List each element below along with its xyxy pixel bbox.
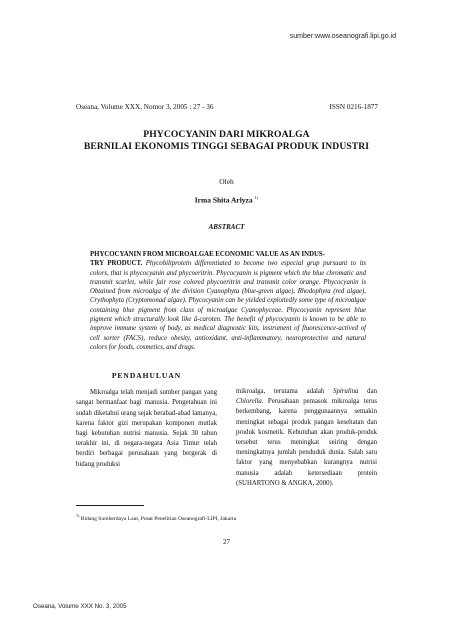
abstract-text: Phycobiliprotein differentiated to become two especial grup pursuant to its colors, that is phycocyanin and phycoeritrin. Phycocyanin is pigment which the blue chromatic and transmit scarlet, while fair rose colored phycoeritrin and transmit color orange. Phycocyanin is Obtained from microalga of the division Cyanophyta (blue-green algae), Rhodophyta (red algae), Crythophyta (Cryptomonad algae). Phycocyanin can be yielded exploitedly some type of microalgae containing blue pigment from class of microalgae Cyanophyceae. Phycocyanin represent blue pigment which structurally look like â-caroten. The benefit of phycocyanin is known to be able to improve immune system of body, as medical diagnostic kits, instrument of fluorescence-actived of cell sorter (FACS), reduce obesity, antioxidant, anti-inflammatory, neuroprotective and natural colors for foods, cosmetics, and drugs. xyxy=(90,260,367,351)
journal-citation: Oseana, Volume XXX, Nomor 3, 2005 : 27 - 36 xyxy=(76,103,214,111)
author-name xyxy=(0,195,453,205)
footnote-marker: 1) xyxy=(76,513,80,518)
page-number: 27 xyxy=(223,538,230,546)
intro-paragraph-left: Mikroalga telah menjadi sumber pangan yang sangat bermanfaat bagi manusia. Pengetahuan ini sudah diketahui orang sejak berabad-abad lamanya, karena faktor gizi merupakan komponen mutlak bagi kebutuhan nutrisi manusia. Sejak 30 tahun terakhir ini, di negara-negara Asia Timur telah berdiri berbagai perusahaan yang bergerak di bidang produksi xyxy=(76,389,217,468)
intro-right-text-b: dan xyxy=(358,388,377,395)
footnote xyxy=(76,513,236,522)
abstract-title-line-2: TRY PRODUCT. xyxy=(90,260,143,268)
footnote-divider xyxy=(76,505,144,506)
byline-label: Oleh xyxy=(219,177,234,186)
paper-title xyxy=(60,129,393,153)
abstract-body xyxy=(90,250,366,352)
footnote-text: Bidang Sumberdaya Laut, Pusat Penelitian Oseanografi-LIPI, Jakarta xyxy=(80,515,237,522)
intro-right-text-c: . Perusahaan pemasok mikroalga terus berkembang, karena penggunaannya semakin meningkat sebagai produk pangan kesehatan dan produk kosmetik. Kebutuhan akan produk-produk tersebut terus meningkat seiring dengan meningkatnya jumlah penduduk dunia. Salah satu faktor yang menyebabkan kurangnya nutrisi manusia adalah ketersediaan protein (SUHARTONO & ANGKA, 2000). xyxy=(236,398,377,487)
intro-paragraph-right xyxy=(236,387,377,489)
intro-right-text-a: mikroalga, terutama adalah xyxy=(236,388,334,395)
abstract-title-line-1: PHYCOCYANIN FROM MICROALGAE ECONOMIC VALUE AS AN INDUS- xyxy=(90,251,325,258)
intro-left-column xyxy=(76,371,217,470)
abstract-heading: ABSTRACT xyxy=(208,223,245,231)
paper-title-line-2: BERNILAI EKONOMIS TINGGI SEBAGAI PRODUK INDUSTRI xyxy=(83,141,370,152)
journal-issn: ISSN 0216-1877 xyxy=(329,103,378,111)
journal-header xyxy=(76,103,378,111)
author-name-text: Irma Shita Arlyza xyxy=(194,195,253,205)
species-spirulina: Spirulina xyxy=(333,388,359,395)
paper-title-line-1: PHYCOCYANIN DARI MIKROALGA xyxy=(143,129,310,140)
author-affiliation-marker: 1) xyxy=(254,195,259,200)
section-heading-pendahuluan: PENDAHULUAN xyxy=(111,371,182,380)
intro-right-column xyxy=(236,387,377,489)
source-url: sumber:www.oseanografi.lipi.go.id xyxy=(289,33,396,40)
species-chlorella: Chlorella xyxy=(236,398,262,406)
page-footer: Oseana, Volume XXX No. 3, 2005 xyxy=(33,603,127,610)
